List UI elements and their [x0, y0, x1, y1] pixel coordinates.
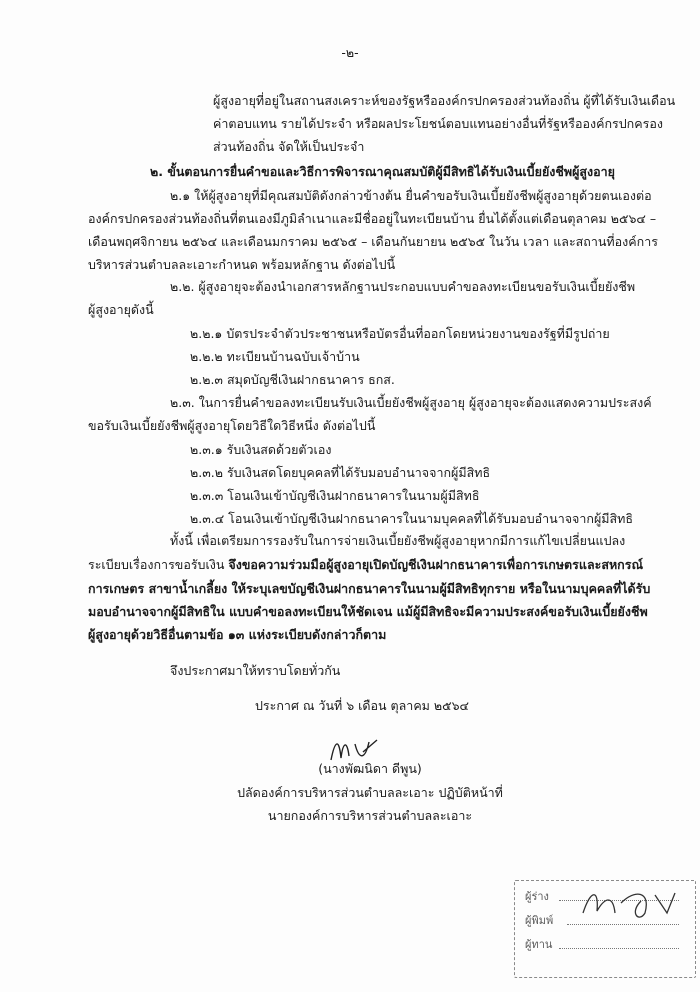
para1-line3: ส่วนท้องถิ่น จัดให้เป็นประจำ [213, 139, 365, 154]
section2-3-item3: ๒.๓.๓ โอนเงินเข้าบัญชีเงินฝากธนาคารในนามผู้มีสิทธิ [190, 488, 480, 503]
section2-3-line2: ขอรับเงินเบี้ยยังชีพผู้สูงอายุโดยวิธีใดวิธีหนึ่ง ดังต่อไปนี้ [88, 418, 376, 433]
section2-1-line3: เดือนพฤศจิกายน ๒๕๖๔ และเดือนมกราคม ๒๕๖๕ – เดือนกันยายน ๒๕๖๕ ในวัน เวลา และสถานที่องค์การ [88, 234, 658, 249]
stamp-rule-3 [559, 948, 679, 949]
notice-line3: การเกษตร สาขาน้ำเกลี้ยง ให้ระบุเลขบัญชีเงินฝากธนาคารในนามผู้มีสิทธิทุกราย หรือในนามบุคคลที่ได้รับ [88, 581, 651, 596]
stamp-label-reviewer: ผู้ทาน [525, 938, 553, 951]
section2-3-item4: ๒.๓.๔ โอนเงินเข้าบัญชีเงินฝากธนาคารในนามบุคคลที่ได้รับมอบอำนาจจากผู้มีสิทธิ [190, 511, 634, 526]
notice-line5: ผู้สูงอายุด้วยวิธีอื่นตามข้อ ๑๓ แห่งระเบียบดังกล่าวก็ตาม [88, 627, 387, 642]
announce-date: ประกาศ ณ วันที่ ๖ เดือน ตุลาคม ๒๕๖๔ [255, 698, 469, 713]
stamp-label-drafter: ผู้ร่าง [525, 890, 549, 903]
section2-2-item2: ๒.๒.๒ ทะเบียนบ้านฉบับเจ้าบ้าน [190, 349, 360, 364]
signer-title-2: นายกองค์การบริหารส่วนตำบลละเอาะ [267, 808, 473, 823]
section2-1-line2: องค์กรปกครองส่วนท้องถิ่นที่ตนเองมีภูมิลำเนาและมีชื่ออยู่ในทะเบียนบ้าน ยื่นได้ตั้งแต่เดือนตุลาคม ๒๕๖๔ – [88, 211, 657, 226]
notice-line1: ทั้งนี้ เพื่อเตรียมการรองรับในการจ่ายเงินเบี้ยยังชีพผู้สูงอายุหากมีการแก้ไขเปลี่ยนแปลง [170, 533, 626, 548]
section2-2-line2: ผู้สูงอายุดังนี้ [88, 302, 154, 317]
page-number: -๒- [341, 45, 359, 60]
section2-3-item2: ๒.๓.๒ รับเงินสดโดยบุคคลที่ได้รับมอบอำนาจจากผู้มีสิทธิ [190, 465, 491, 480]
notice-line2 [88, 556, 643, 574]
signer-title-1: ปลัดองค์การบริหารส่วนตำบลละเอาะ ปฏิบัติหน้าที่ [237, 785, 503, 800]
section2-2-item3: ๒.๒.๓ สมุดบัญชีเงินฝากธนาคาร ธกส. [190, 372, 395, 387]
stamp-label-typist: ผู้พิมพ์ [525, 914, 554, 927]
section2-3-item1: ๒.๓.๑ รับเงินสดด้วยตัวเอง [190, 442, 332, 457]
closing-statement: จึงประกาศมาให้ทราบโดยทั่วกัน [170, 663, 341, 678]
para1-line2: ค่าตอบแทน รายได้ประจำ หรือผลประโยชน์ตอบแทนอย่างอื่นที่รัฐหรือองค์กรปกครอง [213, 116, 663, 131]
section2-1-line1: ๒.๑ ให้ผู้สูงอายุที่มีคุณสมบัติดังกล่าวข้างต้น ยื่นคำขอรับเงินเบี้ยยังชีพผู้สูงอายุด้วยตนเองต่อ [170, 188, 652, 203]
notice-line2-plain: ระเบียบเรื่องการขอรับเงิน [88, 557, 229, 572]
section2-3-line1: ๒.๓. ในการยื่นคำขอลงทะเบียนรับเงินเบี้ยยังชีพผู้สูงอายุ ผู้สูงอายุจะต้องแสดงความประสงค์ [170, 395, 652, 410]
stamp-initials [575, 883, 685, 927]
section2-2-item1: ๒.๒.๑ บัตรประจำตัวประชาชนหรือบัตรอื่นที่ออกโดยหน่วยงานของรัฐที่มีรูปถ่าย [190, 326, 610, 341]
signer-name: (นางพัฒนิดา ดีพูน) [318, 761, 422, 776]
section2-2-line1: ๒.๒. ผู้สูงอายุจะต้องนำเอกสารหลักฐานประกอบแบบคำขอลงทะเบียนขอรับเงินเบี้ยยังชีพ [170, 279, 636, 294]
para1-line1: ผู้สูงอายุที่อยู่ในสถานสงเคราะห์ของรัฐหรือองค์กรปกครองส่วนท้องถิ่น ผู้ที่ได้รับเงินเดือน [213, 93, 676, 108]
section2-1-line4: บริหารส่วนตำบลละเอาะกำหนด พร้อมหลักฐาน ดังต่อไปนี้ [88, 257, 396, 272]
section2-heading: ๒. ขั้นตอนการยื่นคำขอและวิธีการพิจารณาคุณสมบัติผู้มีสิทธิได้รับเงินเบี้ยยังชีพผู้สูงอายุ [150, 164, 616, 179]
notice-line2-bold: จึงขอความร่วมมือผู้สูงอายุเปิดบัญชีเงินฝากธนาคารเพื่อการเกษตรและสหกรณ์ [228, 557, 644, 572]
notice-line4: มอบอำนาจจากผู้มีสิทธิใน แบบคำขอลงทะเบียนให้ชัดเจน แม้ผู้มีสิทธิจะมีความประสงค์ขอรับเงินเบี้ยยังชีพ [88, 604, 648, 619]
approval-stamp [514, 880, 696, 978]
